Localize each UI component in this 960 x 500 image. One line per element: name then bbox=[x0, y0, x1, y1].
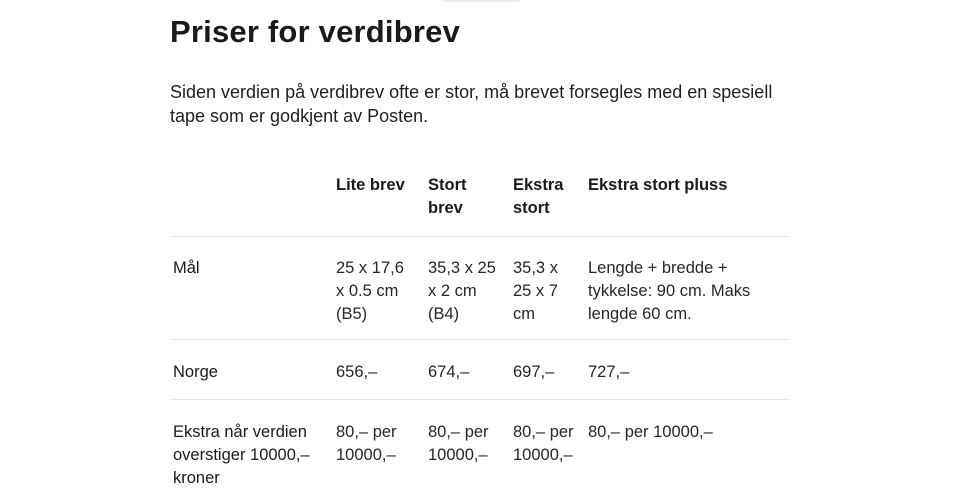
table-cell: 80,– per 10000,– bbox=[588, 400, 790, 500]
main-content bbox=[170, 12, 790, 500]
intro-paragraph: Siden verdien på verdibrev ofte er stor, må brevet forsegles med en spesiell tape som er godkjent av Posten. bbox=[170, 82, 773, 126]
top-scroll-hint bbox=[440, 0, 522, 2]
table-cell: Lengde + bredde + tykkelse: 90 cm. Maks lengde 60 cm. bbox=[588, 237, 790, 340]
header-stort-brev: Stort brev bbox=[428, 176, 467, 217]
table-row bbox=[170, 237, 790, 340]
page-title: Priser for verdibrev bbox=[170, 14, 461, 49]
table-cell: 674,– bbox=[428, 340, 513, 400]
row-label-mal: Mål bbox=[170, 237, 336, 340]
price-table bbox=[170, 174, 790, 500]
table-cell: 35,3 x 25 x 7 cm bbox=[513, 237, 588, 340]
header-ekstra-stort-pluss: Ekstra stort pluss bbox=[588, 176, 728, 194]
row-label-ekstra: Ekstra når verdien overstiger 10000,– kroner bbox=[170, 400, 336, 500]
table-cell: 80,– per 10000,– bbox=[336, 400, 428, 500]
header-ekstra-stort: Ekstra stort bbox=[513, 176, 564, 217]
table-cell: 80,– per 10000,– bbox=[513, 400, 588, 500]
table-cell: 727,– bbox=[588, 340, 790, 400]
table-cell: 80,– per 10000,– bbox=[428, 400, 513, 500]
table-row bbox=[170, 340, 790, 400]
row-label-norge: Norge bbox=[170, 340, 336, 400]
header-row bbox=[170, 174, 790, 237]
price-table-header bbox=[170, 174, 790, 237]
table-cell: 25 x 17,6 x 0.5 cm (B5) bbox=[336, 237, 428, 340]
table-row bbox=[170, 400, 790, 500]
header-empty-cell bbox=[170, 174, 336, 237]
table-cell: 697,– bbox=[513, 340, 588, 400]
header-lite-brev: Lite brev bbox=[336, 176, 405, 194]
price-table-body bbox=[170, 237, 790, 500]
table-cell: 656,– bbox=[336, 340, 428, 400]
table-cell: 35,3 x 25 x 2 cm (B4) bbox=[428, 237, 513, 340]
